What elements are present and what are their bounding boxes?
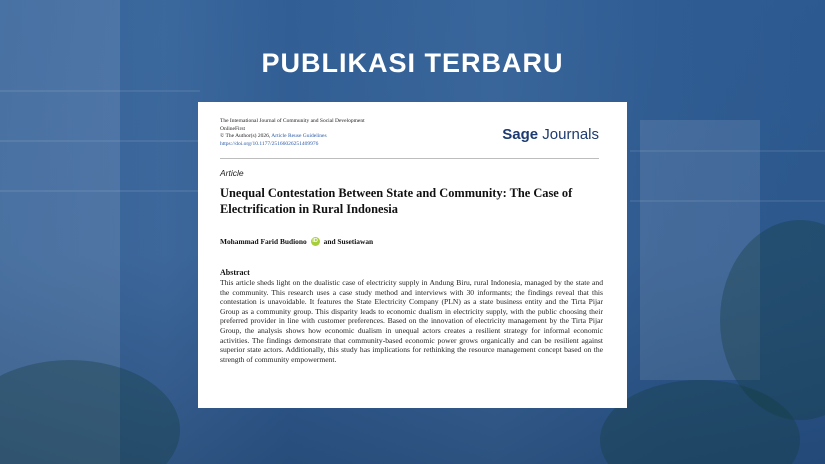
reuse-guidelines-link[interactable]: Article Reuse Guidelines — [271, 133, 327, 140]
author-2: and Susetiawan — [323, 237, 374, 246]
copyright-text: © The Author(s) 2026, — [220, 133, 271, 140]
copyright-line — [220, 133, 365, 141]
publication-status: OnlineFirst — [220, 125, 246, 132]
doi-link[interactable]: https://doi.org/10.1177/25166026251409976 — [220, 140, 319, 147]
paper-preview — [198, 102, 627, 408]
logo-journals: Journals — [542, 126, 599, 143]
article-title: Unequal Contestation Between State and Community: The Case of Electrification in Rural Indonesia — [220, 186, 573, 216]
background-tree — [0, 360, 180, 464]
logo-sage: Sage — [502, 126, 539, 143]
abstract-text: This article sheds light on the dualistic case of electricity supply in Andung Biru, rural Indonesia, managed by the state and the community. This research uses a case study method and interviews with 30 informants; the findings reveal that this contestation is unavoidable. It features the State Electricity Company (PLN) as a state business entity and the Tirta Pijar Group as a community group. This disparity leads to economic dualism in electricity supply, with the public choosing their preferred provider in line with customer preferences. Based on the innovation of electricity management by the Tirta Pijar Group, the analysis shows how economic dualism in unequal actors creates a resilient strategy for informal economic activities. The findings demonstrate that community-based economic power grows organically and can be resilient against superior state actors. Additionally, this study has implications for rethinking the resource management concept based on the strength of community empowerment. — [220, 278, 603, 364]
sage-journals-logo — [502, 126, 599, 143]
background-stripe — [630, 200, 825, 202]
headline: PUBLIKASI TERBARU — [261, 48, 564, 78]
background-stripe — [630, 150, 825, 152]
journal-meta — [220, 118, 365, 148]
background-stripe — [0, 190, 200, 192]
journal-name: The International Journal of Community and Social Development — [220, 118, 365, 124]
background-stripe — [0, 140, 200, 142]
author-line — [220, 237, 373, 246]
orcid-icon[interactable]: iD — [312, 238, 318, 244]
article-type: Article — [220, 168, 244, 178]
header-divider — [220, 158, 599, 159]
abstract-heading: Abstract — [220, 268, 250, 277]
author-1: Mohammad Farid Budiono — [220, 237, 307, 246]
background-stripe — [0, 90, 200, 92]
